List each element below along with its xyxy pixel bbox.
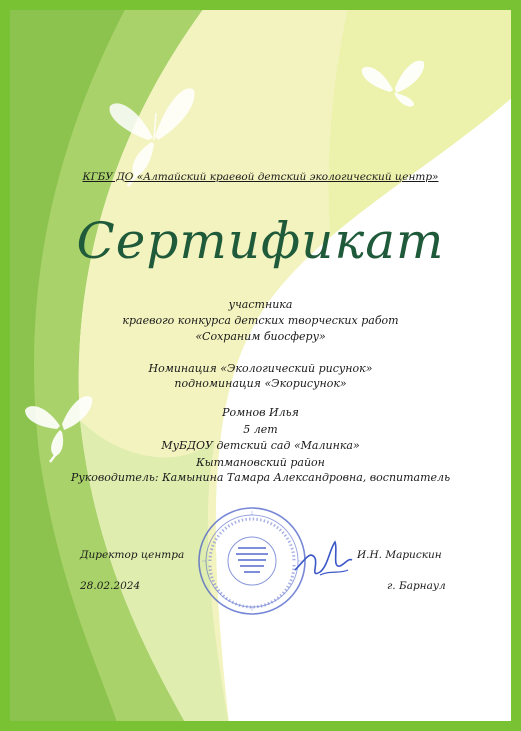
role-line: участника [228, 298, 293, 311]
certificate-title: Сертификат [76, 212, 445, 270]
nomination-line: Номинация «Экологический рисунок» [148, 362, 373, 375]
contest-line: краевого конкурса детских творческих работ [122, 314, 399, 327]
butterfly-icon [358, 55, 428, 115]
subnomination-line: подноминация «Экорисунок» [174, 377, 347, 390]
district-line: Кытмановский район [196, 456, 325, 469]
institution-line: МуБДОУ детский сад «Малинка» [161, 439, 360, 452]
contest-name-line: «Сохраним биосферу» [195, 330, 326, 343]
signature [290, 530, 360, 585]
participant-age: 5 лет [243, 423, 278, 436]
director-label: Директор центра [80, 549, 185, 561]
participant-name: Ромнов Илья [222, 406, 299, 419]
supervisor-line: Руководитель: Камынина Тамара Александровна, воспитатель [70, 471, 451, 484]
issue-city: г. Барнаул [387, 580, 446, 592]
organization-name: КГБУ ДО «Алтайский краевой детский экологический центр» [82, 171, 439, 183]
issue-date: 28.02.2024 [80, 580, 141, 592]
director-name: И.Н. Марискин [357, 549, 442, 561]
